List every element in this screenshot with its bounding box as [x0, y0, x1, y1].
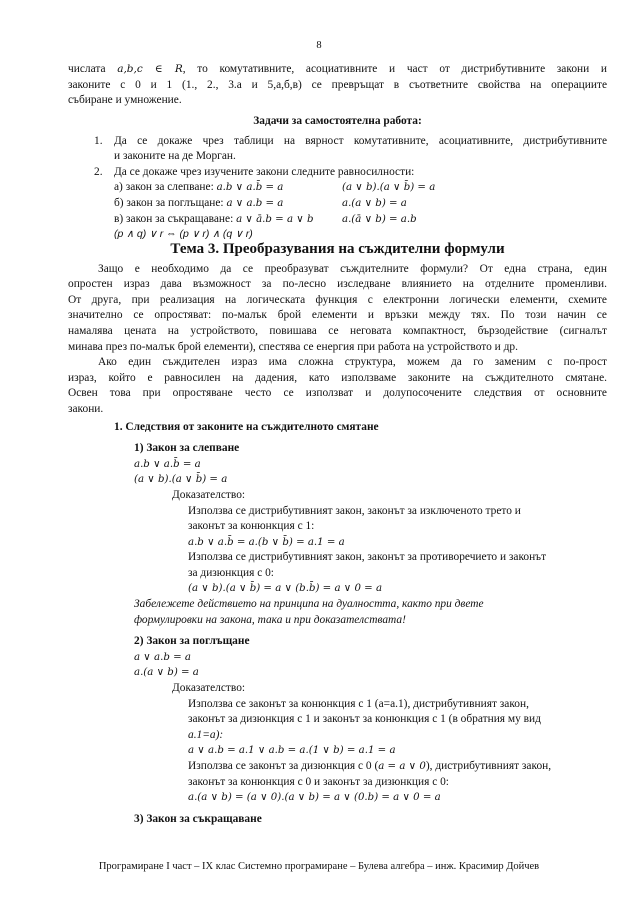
law-1-note-line-2: формулировки на закона, така и при доказателствата! — [134, 613, 406, 626]
law-1-note-line-1: Забележете действието на принципа на дуалността, както при двете — [134, 598, 484, 611]
task-2a-formula-1: a.b ∨ a.b̄ = a — [216, 182, 284, 194]
page-footer: Програмиране I част – IX клас Системно програмиране – Булева алгебра – инж. Красимир Дойчев — [98, 861, 540, 872]
law-2-text-2-b: ), дистрибутивният закон, — [425, 760, 552, 772]
task-2-row-b — [114, 196, 607, 212]
law-2-text-2-formula: a = a ∨ 0 — [378, 761, 426, 772]
intro-text-a: числата — [68, 63, 106, 75]
intro-paragraph — [68, 62, 607, 109]
law-3-heading: 3) Закон за съкращаване — [134, 812, 262, 825]
law-1-text-1-line-2: законът за конюнкция с 1: — [188, 520, 315, 533]
task-2c-formula-2: a.(ā ∨ b) = a.b — [342, 213, 417, 225]
task-2c-formula-1: a ∨ ā.b = a ∨ b — [236, 213, 314, 225]
task-1-line-2: и законите на де Морган. — [114, 150, 236, 163]
task-2a-formula-2: (a ∨ b).(a ∨ b̄) = a — [342, 182, 436, 194]
task-1-line-1: Да се докаже чрез таблици на вярност комутативните, асоциативните, дистрибутивните — [114, 134, 607, 147]
task-2-row-a — [114, 180, 607, 196]
law-1-equation-1: a.b ∨ a.b̄ = a.(b ∨ b̄) = a.1 = a — [188, 536, 345, 548]
task-number-2: 2. — [94, 165, 103, 178]
task-2-line-1: Да се докаже чрез изучените закони следните равносилности: — [114, 165, 415, 178]
law-2-equation-2: a.(a ∨ b) = (a ∨ 0).(a ∨ b) = a ∨ (0.b) = a ∨ 0 = a — [188, 792, 441, 804]
section-block — [68, 238, 607, 827]
intro-formula: a,b,c ∈ R — [117, 63, 183, 75]
paragraph-1-line-6: минава през по-малък брой елементи), спестява се енергия при работа на устройството и др. — [68, 340, 518, 353]
law-1-formula-1: a.b ∨ a.b̄ = a — [134, 458, 201, 470]
law-2-proof-label: Доказателство: — [172, 682, 246, 695]
law-2-text-1-line-2: законът за дизюнкция с 1 и законът за конюнкция с 1 (в обратния му вид — [188, 713, 541, 726]
law-1-proof-label: Доказателство: — [172, 488, 246, 501]
task-2d-formula: (p ∧ q) ∨ r ⇔ (p ∨ r) ∧ (q ∨ r) — [114, 228, 253, 241]
subsection-1-heading: 1. Следствия от законите на съждителното смятане — [114, 420, 379, 433]
law-2-heading: 2) Закон за поглъщане — [134, 635, 250, 648]
law-2-formula-2: a.(a ∨ b) = a — [134, 667, 199, 679]
law-2-equation-1: a ∨ a.b = a.1 ∨ a.b = a.(1 ∨ b) = a.1 = a — [188, 745, 396, 757]
page-number: 8 — [316, 40, 322, 51]
task-2c-label: в) закон за съкращаване: — [114, 212, 234, 225]
law-1-text-2-line-2: за дизюнкция с 0: — [188, 566, 274, 579]
law-1-formula-2: (a ∨ b).(a ∨ b̄) = a — [134, 474, 228, 486]
law-1-heading: 1) Закон за слепване — [134, 442, 240, 455]
tasks-heading: Задачи за самостоятелна работа: — [253, 115, 422, 127]
law-2-text-1-line-3: a.1=a): — [188, 728, 224, 741]
paragraph-2-line-4: закони. — [68, 402, 104, 415]
task-2-row-c — [114, 212, 607, 228]
law-2-text-2-a: Използва се законът за дизюнкция с 0 ( — [188, 760, 379, 772]
law-2-text-2-line-2: законът за конюнкция с 0 и законът за дизюнкция с 0: — [188, 775, 449, 788]
law-1-block — [68, 441, 607, 628]
paragraph-2-line-2: израз, който е равносилен на дадения, като използваме законите на съждителното смятане. — [68, 371, 607, 384]
task-item-1 — [68, 134, 607, 165]
paragraph-2-line-3: Освен това при опростяване често се използват и долупосочените следствия от основните — [68, 387, 607, 400]
task-number-1: 1. — [94, 134, 103, 147]
task-2b-label: б) закон за поглъщане: — [114, 196, 224, 209]
paragraph-1-line-1: Защо е необходимо да се преобразуват съждителните формули? От една страна, един — [98, 262, 607, 275]
task-2a-label: а) закон за слепване: — [114, 181, 214, 194]
tasks-block — [68, 114, 607, 243]
paragraph-1-line-5: намалява цената на устройството, повишава се неговата компактност, бързодействие (сигналът — [68, 324, 607, 337]
task-2b-formula-2: a.(a ∨ b) = a — [342, 197, 407, 209]
paragraph-1-line-4: значително се опростяват: по-малък брой елементи и връзки между тях. По този начин се — [68, 309, 607, 322]
intro-text-b: , то комутативните, асоциативните и част от дистрибутивните закони и — [182, 63, 607, 75]
paragraph-1-line-3: От друга, при реализация на логическата функция с електронни логически елементи, схемите — [68, 293, 607, 306]
paragraph-2-line-1: Ако един съждителен израз има сложна структура, можем да го заменим с по-прост — [98, 356, 607, 369]
intro-line-3: събиране и умножение. — [68, 94, 182, 107]
law-1-equation-2: (a ∨ b).(a ∨ b̄) = a ∨ (b.b̄) = a ∨ 0 = a — [188, 583, 383, 595]
law-1-text-1-line-1: Използва се дистрибутивният закон, законът за изключеното трето и — [188, 504, 521, 517]
section-title: Тема 3. Преобразувания на съждителни формули — [170, 241, 505, 257]
paragraph-1-line-2: опростен израз дава възможност за по-лесно изследване влиянието на отделните променливи. — [68, 278, 607, 291]
task-item-2 — [68, 165, 607, 243]
law-2-text-1-line-1: Използва се законът за конюнкция с 1 (a=a.1), дистрибутивният закон, — [188, 697, 529, 710]
law-2-formula-1: a ∨ a.b = a — [134, 651, 191, 663]
law-2-block — [68, 634, 607, 806]
law-3-block — [68, 812, 607, 828]
task-2b-formula-1: a ∨ a.b = a — [226, 197, 284, 209]
law-2-text-2-line-1 — [68, 759, 607, 775]
intro-line-2: законите с 0 и 1 (1., 2., 3.а и 5,а,б,в) се превръщат в съответните свойства на операциите — [68, 78, 607, 91]
law-1-text-2-line-1: Използва се дистрибутивният закон, законът за противоречието и законът — [188, 551, 547, 564]
